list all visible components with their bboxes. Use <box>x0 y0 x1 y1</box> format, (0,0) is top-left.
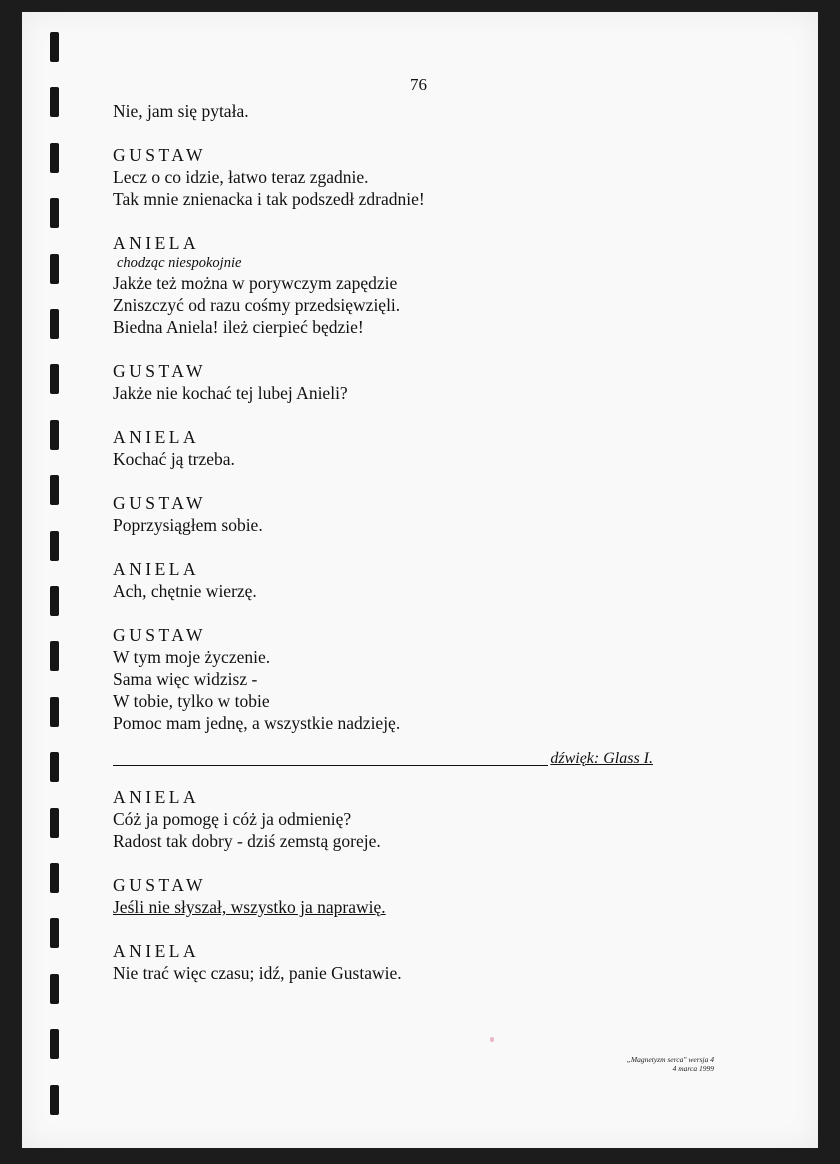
binding-hole <box>50 32 59 62</box>
binding-hole <box>50 475 59 505</box>
sound-cue: dźwięk: Glass I. <box>548 748 653 770</box>
binding-hole <box>50 1085 59 1115</box>
speaker-name: ANIELA <box>113 941 200 961</box>
paper-mark <box>490 1037 494 1042</box>
speaker-name: ANIELA <box>113 427 200 447</box>
speaker-name: GUSTAW <box>113 145 207 165</box>
sound-cue-row <box>113 740 713 774</box>
dialogue-line: W tobie, tylko w tobie <box>113 691 270 711</box>
binding-hole <box>50 808 59 838</box>
dialogue-line: Biedna Aniela! ileż cierpieć będzie! <box>113 317 364 337</box>
binding-hole <box>50 198 59 228</box>
speaker-name: GUSTAW <box>113 493 207 513</box>
dialogue-line: Cóż ja pomogę i cóż ja odmienię? <box>113 809 352 829</box>
binding-hole <box>50 254 59 284</box>
binding-hole <box>50 420 59 450</box>
binding-hole <box>50 918 59 948</box>
binding-hole <box>50 863 59 893</box>
binding-hole <box>50 309 59 339</box>
stage-direction: chodząc niespokojnie <box>117 255 242 271</box>
dialogue-line: Nie trać więc czasu; idź, panie Gustawie. <box>113 963 402 983</box>
script-body <box>113 100 713 984</box>
binding-holes <box>50 30 66 1140</box>
binding-hole <box>50 364 59 394</box>
dialogue-line: Jakże nie kochać tej lubej Anieli? <box>113 383 348 403</box>
binding-hole <box>50 87 59 117</box>
binding-hole <box>50 752 59 782</box>
footer-date: 4 marca 1999 <box>672 1064 714 1073</box>
dialogue-line: Lecz o co idzie, łatwo teraz zgadnie. <box>113 167 369 187</box>
binding-hole <box>50 586 59 616</box>
dialogue-line: Sama więc widzisz - <box>113 669 258 689</box>
dialogue-line: Ach, chętnie wierzę. <box>113 581 257 601</box>
dialogue-line: Jakże też można w porywczym zapędzie <box>113 273 398 293</box>
dialogue-line: Jeśli nie słyszał, wszystko ja naprawię. <box>113 897 386 917</box>
speaker-name: ANIELA <box>113 787 200 807</box>
binding-hole <box>50 1029 59 1059</box>
dialogue-line: Radost tak dobry - dziś zemstą goreje. <box>113 831 381 851</box>
footer-version: „Magnetyzm serca" wersja 4 <box>626 1055 714 1064</box>
speaker-name: GUSTAW <box>113 361 207 381</box>
dialogue-line: Poprzysiągłem sobie. <box>113 515 263 535</box>
dialogue-line: W tym moje życzenie. <box>113 647 271 667</box>
version-footer <box>627 1055 714 1073</box>
binding-hole <box>50 697 59 727</box>
speaker-name: GUSTAW <box>113 625 207 645</box>
binding-hole <box>50 531 59 561</box>
dialogue-line: Tak mnie znienacka i tak podszedł zdradnie! <box>113 189 425 209</box>
binding-hole <box>50 143 59 173</box>
speaker-name: ANIELA <box>113 559 200 579</box>
speaker-name: ANIELA <box>113 233 200 253</box>
binding-hole <box>50 974 59 1004</box>
speaker-name: GUSTAW <box>113 875 207 895</box>
dialogue-line: Pomoc mam jednę, a wszystkie nadzieję. <box>113 713 401 733</box>
dialogue-line: Kochać ją trzeba. <box>113 449 235 469</box>
page-number: 76 <box>410 75 427 94</box>
dialogue-line: Nie, jam się pytała. <box>113 101 249 121</box>
dialogue-line: Zniszczyć od razu cośmy przedsięwzięli. <box>113 295 401 315</box>
binding-hole <box>50 641 59 671</box>
